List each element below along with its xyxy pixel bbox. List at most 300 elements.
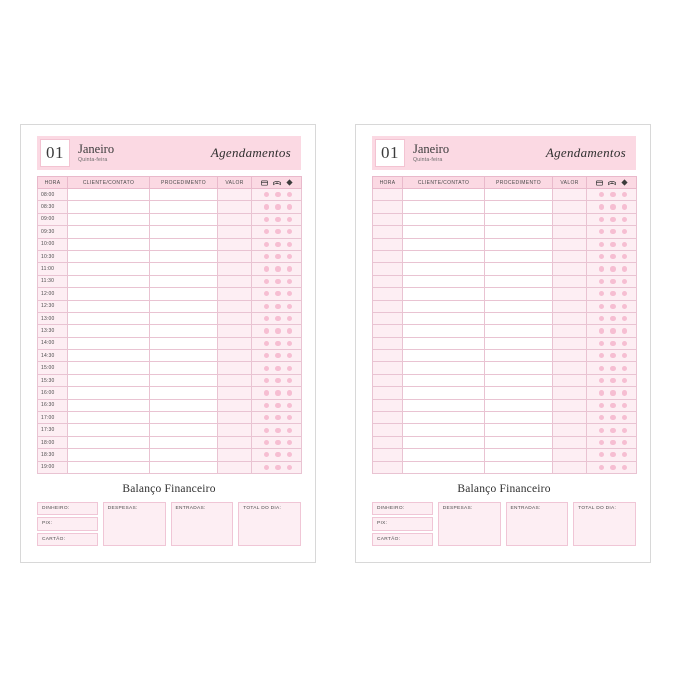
payment-dot-cash[interactable] <box>610 366 615 371</box>
payment-dot-cash[interactable] <box>275 378 280 383</box>
cell-cliente[interactable] <box>403 362 485 374</box>
cell-cliente[interactable] <box>403 337 485 349</box>
payment-dot-card[interactable] <box>599 217 604 222</box>
cell-valor[interactable] <box>218 399 252 411</box>
payment-dot-card[interactable] <box>599 229 604 234</box>
payment-dot-card[interactable] <box>599 440 604 445</box>
cell-valor[interactable] <box>218 325 252 337</box>
balance-field-pix[interactable]: PIX: <box>372 517 433 530</box>
payment-dot-card[interactable] <box>599 204 604 209</box>
payment-dot-pix[interactable] <box>622 229 627 234</box>
cell-cliente[interactable] <box>403 399 485 411</box>
payment-dot-card[interactable] <box>599 465 604 470</box>
cell-hora <box>373 213 403 225</box>
payment-dot-card[interactable] <box>264 341 269 346</box>
payment-dot-cash[interactable] <box>275 204 280 209</box>
payment-dot-cash[interactable] <box>275 366 280 371</box>
cell-valor[interactable] <box>553 362 587 374</box>
cell-valor[interactable] <box>218 189 252 201</box>
payment-dot-pix[interactable] <box>287 465 292 470</box>
cell-procedimento[interactable] <box>485 325 553 337</box>
payment-dot-cash[interactable] <box>610 204 615 209</box>
payment-dot-card[interactable] <box>599 328 604 333</box>
cell-procedimento[interactable] <box>485 300 553 312</box>
cell-valor[interactable] <box>553 412 587 424</box>
payment-dot-card[interactable] <box>264 279 269 284</box>
cell-procedimento[interactable] <box>485 424 553 436</box>
cell-valor[interactable] <box>218 412 252 424</box>
cell-procedimento[interactable] <box>485 226 553 238</box>
payment-dot-pix[interactable] <box>622 428 627 433</box>
cell-cliente[interactable] <box>68 424 150 436</box>
cell-procedimento[interactable] <box>485 201 553 213</box>
payment-dot-pix[interactable] <box>287 366 292 371</box>
weekday-label: Quinta-feira <box>78 157 108 163</box>
cell-procedimento[interactable] <box>485 412 553 424</box>
cell-valor[interactable] <box>553 436 587 448</box>
cell-cliente[interactable] <box>68 312 150 324</box>
payment-dot-card[interactable] <box>264 304 269 309</box>
payment-dot-cash[interactable] <box>610 279 615 284</box>
payment-dot-card[interactable] <box>264 403 269 408</box>
payment-dot-pix[interactable] <box>622 390 627 395</box>
cell-cliente[interactable] <box>68 189 150 201</box>
cell-cliente[interactable] <box>403 226 485 238</box>
cell-cliente[interactable] <box>403 201 485 213</box>
payment-dot-card[interactable] <box>599 415 604 420</box>
cell-valor[interactable] <box>218 374 252 386</box>
cell-procedimento[interactable] <box>485 449 553 461</box>
payment-dot-cash[interactable] <box>275 353 280 358</box>
cell-cliente[interactable] <box>68 213 150 225</box>
cell-cliente[interactable] <box>68 250 150 262</box>
balance-field-despesas[interactable] <box>438 502 501 546</box>
cell-valor[interactable] <box>553 337 587 349</box>
payment-dot-pix[interactable] <box>622 204 627 209</box>
payment-dot-cash[interactable] <box>610 378 615 383</box>
payment-dot-pix[interactable] <box>622 291 627 296</box>
payment-dot-cash[interactable] <box>610 304 615 309</box>
cell-cliente[interactable] <box>403 312 485 324</box>
payment-dot-card[interactable] <box>599 390 604 395</box>
payment-dot-card[interactable] <box>264 242 269 247</box>
cell-valor[interactable] <box>218 424 252 436</box>
payment-dot-pix[interactable] <box>622 378 627 383</box>
cell-valor[interactable] <box>218 201 252 213</box>
cell-cliente[interactable] <box>68 275 150 287</box>
payment-dot-cash[interactable] <box>275 341 280 346</box>
cell-procedimento[interactable] <box>485 263 553 275</box>
day-number: 01 <box>381 143 399 162</box>
cell-procedimento[interactable] <box>485 238 553 250</box>
cell-procedimento[interactable] <box>485 250 553 262</box>
cell-valor[interactable] <box>553 201 587 213</box>
payment-dot-cash[interactable] <box>275 304 280 309</box>
payment-dot-pix[interactable] <box>622 217 627 222</box>
payment-dot-card[interactable] <box>264 316 269 321</box>
payment-dot-cash[interactable] <box>275 217 280 222</box>
cell-cliente[interactable] <box>403 424 485 436</box>
cell-cliente[interactable] <box>68 226 150 238</box>
payment-dot-pix[interactable] <box>622 316 627 321</box>
cell-valor[interactable] <box>553 250 587 262</box>
cell-procedimento[interactable] <box>485 350 553 362</box>
payment-dot-pix[interactable] <box>287 279 292 284</box>
payment-dot-cash[interactable] <box>275 291 280 296</box>
cell-cliente[interactable] <box>68 337 150 349</box>
cell-procedimento[interactable] <box>150 312 218 324</box>
payment-dot-cash[interactable] <box>610 452 615 457</box>
payment-dot-card[interactable] <box>264 192 269 197</box>
cell-procedimento[interactable] <box>150 350 218 362</box>
cell-cliente[interactable] <box>68 399 150 411</box>
cell-cliente[interactable] <box>68 436 150 448</box>
cell-cliente[interactable] <box>403 238 485 250</box>
cell-cliente[interactable] <box>403 412 485 424</box>
payment-dot-card[interactable] <box>264 415 269 420</box>
cell-valor[interactable] <box>553 374 587 386</box>
payment-dot-pix[interactable] <box>287 428 292 433</box>
payment-dot-pix[interactable] <box>287 229 292 234</box>
payment-dot-cash[interactable] <box>610 415 615 420</box>
cell-cliente[interactable] <box>68 387 150 399</box>
payment-dot-cash[interactable] <box>275 328 280 333</box>
cell-hora: 15:30 <box>38 374 68 386</box>
balance-field-entradas[interactable] <box>171 502 234 546</box>
cell-cliente[interactable] <box>403 374 485 386</box>
payment-dot-cash[interactable] <box>275 266 280 271</box>
cell-procedimento[interactable] <box>485 312 553 324</box>
payment-dot-cash[interactable] <box>610 353 615 358</box>
payment-dot-cash[interactable] <box>610 390 615 395</box>
payment-dot-card[interactable] <box>264 428 269 433</box>
cell-procedimento[interactable] <box>485 288 553 300</box>
cell-cliente[interactable] <box>68 362 150 374</box>
payment-dot-cash[interactable] <box>610 242 615 247</box>
cell-valor[interactable] <box>553 213 587 225</box>
payment-dot-pix[interactable] <box>287 291 292 296</box>
cell-valor[interactable] <box>553 226 587 238</box>
cell-valor[interactable] <box>218 226 252 238</box>
table-row <box>38 213 302 225</box>
cell-procedimento[interactable] <box>150 374 218 386</box>
payment-dot-card[interactable] <box>264 390 269 395</box>
payment-dot-cash[interactable] <box>275 440 280 445</box>
payment-dot-card[interactable] <box>599 366 604 371</box>
cell-procedimento[interactable] <box>485 387 553 399</box>
payment-dot-pix[interactable] <box>287 353 292 358</box>
cell-valor[interactable] <box>553 350 587 362</box>
cell-procedimento[interactable] <box>150 275 218 287</box>
payment-dot-cash[interactable] <box>275 428 280 433</box>
cell-valor[interactable] <box>553 288 587 300</box>
cell-cliente[interactable] <box>403 263 485 275</box>
payment-dot-cash[interactable] <box>610 403 615 408</box>
payment-dot-card[interactable] <box>264 366 269 371</box>
payment-dot-pix[interactable] <box>622 266 627 271</box>
cell-cliente[interactable] <box>403 436 485 448</box>
cell-procedimento[interactable] <box>150 424 218 436</box>
balance-field-dinheiro[interactable]: DINHEIRO: <box>37 502 98 515</box>
cell-valor[interactable] <box>218 288 252 300</box>
payment-dot-pix[interactable] <box>287 316 292 321</box>
cell-cliente[interactable] <box>68 201 150 213</box>
cell-valor[interactable] <box>553 189 587 201</box>
cell-cliente[interactable] <box>403 275 485 287</box>
balance-field-cartao[interactable]: CARTÃO: <box>37 533 98 546</box>
payment-dot-pix[interactable] <box>287 403 292 408</box>
cell-valor[interactable] <box>218 387 252 399</box>
cell-procedimento[interactable] <box>485 189 553 201</box>
payment-dot-cash[interactable] <box>275 415 280 420</box>
payment-dot-cash[interactable] <box>610 291 615 296</box>
payment-dot-pix[interactable] <box>287 440 292 445</box>
payment-dot-cash[interactable] <box>610 217 615 222</box>
cell-cliente[interactable] <box>403 288 485 300</box>
cell-procedimento[interactable] <box>150 399 218 411</box>
payment-dot-card[interactable] <box>599 279 604 284</box>
cell-valor[interactable] <box>218 250 252 262</box>
cell-procedimento[interactable] <box>150 412 218 424</box>
cell-procedimento[interactable] <box>150 250 218 262</box>
cell-cliente[interactable] <box>403 461 485 473</box>
payment-dot-pix[interactable] <box>287 192 292 197</box>
balance-field-pix[interactable]: PIX: <box>37 517 98 530</box>
cell-cliente[interactable] <box>403 449 485 461</box>
balance-field-cartao[interactable]: CARTÃO: <box>372 533 433 546</box>
payment-dot-pix[interactable] <box>287 304 292 309</box>
payment-dot-card[interactable] <box>264 440 269 445</box>
cell-valor[interactable] <box>218 436 252 448</box>
payment-dot-card[interactable] <box>599 341 604 346</box>
cell-valor[interactable] <box>218 312 252 324</box>
payment-dot-pix[interactable] <box>287 341 292 346</box>
cell-valor[interactable] <box>553 300 587 312</box>
cell-procedimento[interactable] <box>150 263 218 275</box>
payment-dot-cash[interactable] <box>610 341 615 346</box>
payment-dot-card[interactable] <box>264 291 269 296</box>
cell-procedimento[interactable] <box>150 238 218 250</box>
cell-cliente[interactable] <box>403 387 485 399</box>
payment-dot-cash[interactable] <box>275 316 280 321</box>
payment-dot-cash[interactable] <box>610 316 615 321</box>
balance-field-despesas[interactable] <box>103 502 166 546</box>
payment-dot-cash[interactable] <box>275 229 280 234</box>
payment-dot-pix[interactable] <box>622 304 627 309</box>
cell-hora: 17:30 <box>38 424 68 436</box>
cell-cliente[interactable] <box>68 449 150 461</box>
payment-dot-card[interactable] <box>599 192 604 197</box>
payment-dot-cash[interactable] <box>610 440 615 445</box>
payment-dot-card[interactable] <box>599 291 604 296</box>
cell-procedimento[interactable] <box>150 387 218 399</box>
cell-procedimento[interactable] <box>150 226 218 238</box>
cell-procedimento[interactable] <box>150 436 218 448</box>
cell-valor[interactable] <box>553 399 587 411</box>
payment-dot-pix[interactable] <box>622 254 627 259</box>
payment-dot-pix[interactable] <box>622 353 627 358</box>
cell-cliente[interactable] <box>68 461 150 473</box>
cell-procedimento[interactable] <box>485 461 553 473</box>
cell-cliente[interactable] <box>68 412 150 424</box>
payment-dot-cash[interactable] <box>610 229 615 234</box>
cell-valor[interactable] <box>218 337 252 349</box>
cell-valor[interactable] <box>218 275 252 287</box>
payment-dot-cash[interactable] <box>275 452 280 457</box>
payment-dot-pix[interactable] <box>287 242 292 247</box>
cell-valor[interactable] <box>553 263 587 275</box>
payment-dot-pix[interactable] <box>287 378 292 383</box>
cell-procedimento[interactable] <box>150 337 218 349</box>
cell-cliente[interactable] <box>68 374 150 386</box>
cell-valor[interactable] <box>553 325 587 337</box>
payment-dot-card[interactable] <box>599 242 604 247</box>
cell-cliente[interactable] <box>403 189 485 201</box>
payment-dot-card[interactable] <box>599 378 604 383</box>
cell-cliente[interactable] <box>68 325 150 337</box>
cell-cliente[interactable] <box>403 300 485 312</box>
cell-cliente[interactable] <box>68 288 150 300</box>
cell-procedimento[interactable] <box>485 362 553 374</box>
cell-cliente[interactable] <box>403 213 485 225</box>
payment-dot-card[interactable] <box>599 304 604 309</box>
payment-dot-pix[interactable] <box>287 266 292 271</box>
cell-valor[interactable] <box>218 362 252 374</box>
cell-procedimento[interactable] <box>485 436 553 448</box>
payment-dot-cash[interactable] <box>610 254 615 259</box>
payment-dot-cash[interactable] <box>610 266 615 271</box>
payment-dot-card[interactable] <box>264 465 269 470</box>
cell-procedimento[interactable] <box>150 362 218 374</box>
payment-dot-card[interactable] <box>599 353 604 358</box>
payment-dot-pix[interactable] <box>287 415 292 420</box>
cell-valor[interactable] <box>218 238 252 250</box>
payment-dot-card[interactable] <box>264 452 269 457</box>
payment-dot-card[interactable] <box>264 378 269 383</box>
cell-valor[interactable] <box>553 312 587 324</box>
cell-procedimento[interactable] <box>485 213 553 225</box>
cell-cliente[interactable] <box>403 325 485 337</box>
payment-dot-cash[interactable] <box>275 192 280 197</box>
cell-cliente[interactable] <box>68 300 150 312</box>
payment-dot-pix[interactable] <box>622 279 627 284</box>
payment-dot-cash[interactable] <box>275 390 280 395</box>
payment-dot-card[interactable] <box>264 266 269 271</box>
payment-dot-pix[interactable] <box>622 242 627 247</box>
cell-procedimento[interactable] <box>485 374 553 386</box>
payment-dot-pix[interactable] <box>622 366 627 371</box>
cell-valor[interactable] <box>218 350 252 362</box>
payment-dot-pix[interactable] <box>622 341 627 346</box>
payment-dot-card[interactable] <box>599 316 604 321</box>
cell-cliente[interactable] <box>403 250 485 262</box>
payment-dot-cash[interactable] <box>610 328 615 333</box>
cell-valor[interactable] <box>553 449 587 461</box>
cell-procedimento[interactable] <box>150 189 218 201</box>
cell-valor[interactable] <box>218 213 252 225</box>
payment-dot-pix[interactable] <box>287 328 292 333</box>
payment-dot-pix[interactable] <box>622 192 627 197</box>
payment-dot-card[interactable] <box>264 217 269 222</box>
cell-procedimento[interactable] <box>150 201 218 213</box>
payment-dot-card[interactable] <box>264 328 269 333</box>
payment-dot-card[interactable] <box>599 403 604 408</box>
cell-procedimento[interactable] <box>150 213 218 225</box>
cell-valor[interactable] <box>218 449 252 461</box>
cell-valor[interactable] <box>218 300 252 312</box>
payment-dot-pix[interactable] <box>622 328 627 333</box>
payment-dot-pix[interactable] <box>622 440 627 445</box>
cell-payment-dots <box>587 300 637 312</box>
cell-procedimento[interactable] <box>485 399 553 411</box>
balance-field-total-dia[interactable] <box>573 502 636 546</box>
payment-dot-cash[interactable] <box>275 254 280 259</box>
cell-procedimento[interactable] <box>485 275 553 287</box>
payment-dot-card[interactable] <box>264 204 269 209</box>
cell-valor[interactable] <box>218 461 252 473</box>
cell-valor[interactable] <box>553 461 587 473</box>
payment-dot-card[interactable] <box>599 254 604 259</box>
payment-dot-cash[interactable] <box>610 465 615 470</box>
payment-dot-cash[interactable] <box>275 242 280 247</box>
cell-valor[interactable] <box>553 387 587 399</box>
cell-valor[interactable] <box>553 275 587 287</box>
payment-dot-card[interactable] <box>264 229 269 234</box>
payment-dot-pix[interactable] <box>287 217 292 222</box>
cell-hora <box>373 362 403 374</box>
cell-procedimento[interactable] <box>150 461 218 473</box>
cell-valor[interactable] <box>553 424 587 436</box>
cell-hora: 15:00 <box>38 362 68 374</box>
payment-dot-cash[interactable] <box>275 403 280 408</box>
cell-procedimento[interactable] <box>150 449 218 461</box>
cell-payment-dots <box>252 300 302 312</box>
payment-dot-pix[interactable] <box>622 465 627 470</box>
payment-dot-card[interactable] <box>599 452 604 457</box>
cell-cliente[interactable] <box>68 350 150 362</box>
payment-dot-cash[interactable] <box>610 192 615 197</box>
cell-procedimento[interactable] <box>150 325 218 337</box>
payment-dot-pix[interactable] <box>287 254 292 259</box>
cell-cliente[interactable] <box>403 350 485 362</box>
payment-dot-pix[interactable] <box>287 452 292 457</box>
balance-field-dinheiro[interactable]: DINHEIRO: <box>372 502 433 515</box>
payment-dot-card[interactable] <box>599 266 604 271</box>
cell-cliente[interactable] <box>68 263 150 275</box>
payment-dot-pix[interactable] <box>287 204 292 209</box>
payment-dot-cash[interactable] <box>275 279 280 284</box>
cell-valor[interactable] <box>218 263 252 275</box>
cell-procedimento[interactable] <box>150 300 218 312</box>
cell-valor[interactable] <box>553 238 587 250</box>
cell-cliente[interactable] <box>68 238 150 250</box>
payment-dot-card[interactable] <box>599 428 604 433</box>
table-row <box>373 412 637 424</box>
balance-field-total-dia[interactable] <box>238 502 301 546</box>
cell-procedimento[interactable] <box>485 337 553 349</box>
payment-dot-pix[interactable] <box>287 390 292 395</box>
payment-dot-cash[interactable] <box>610 428 615 433</box>
table-row <box>373 288 637 300</box>
balance-field-entradas[interactable] <box>506 502 569 546</box>
payment-dot-card[interactable] <box>264 254 269 259</box>
payment-dot-cash[interactable] <box>275 465 280 470</box>
cell-procedimento[interactable] <box>150 288 218 300</box>
payment-dot-pix[interactable] <box>622 452 627 457</box>
payment-dot-pix[interactable] <box>622 415 627 420</box>
payment-dot-card[interactable] <box>264 353 269 358</box>
payment-dot-pix[interactable] <box>622 403 627 408</box>
